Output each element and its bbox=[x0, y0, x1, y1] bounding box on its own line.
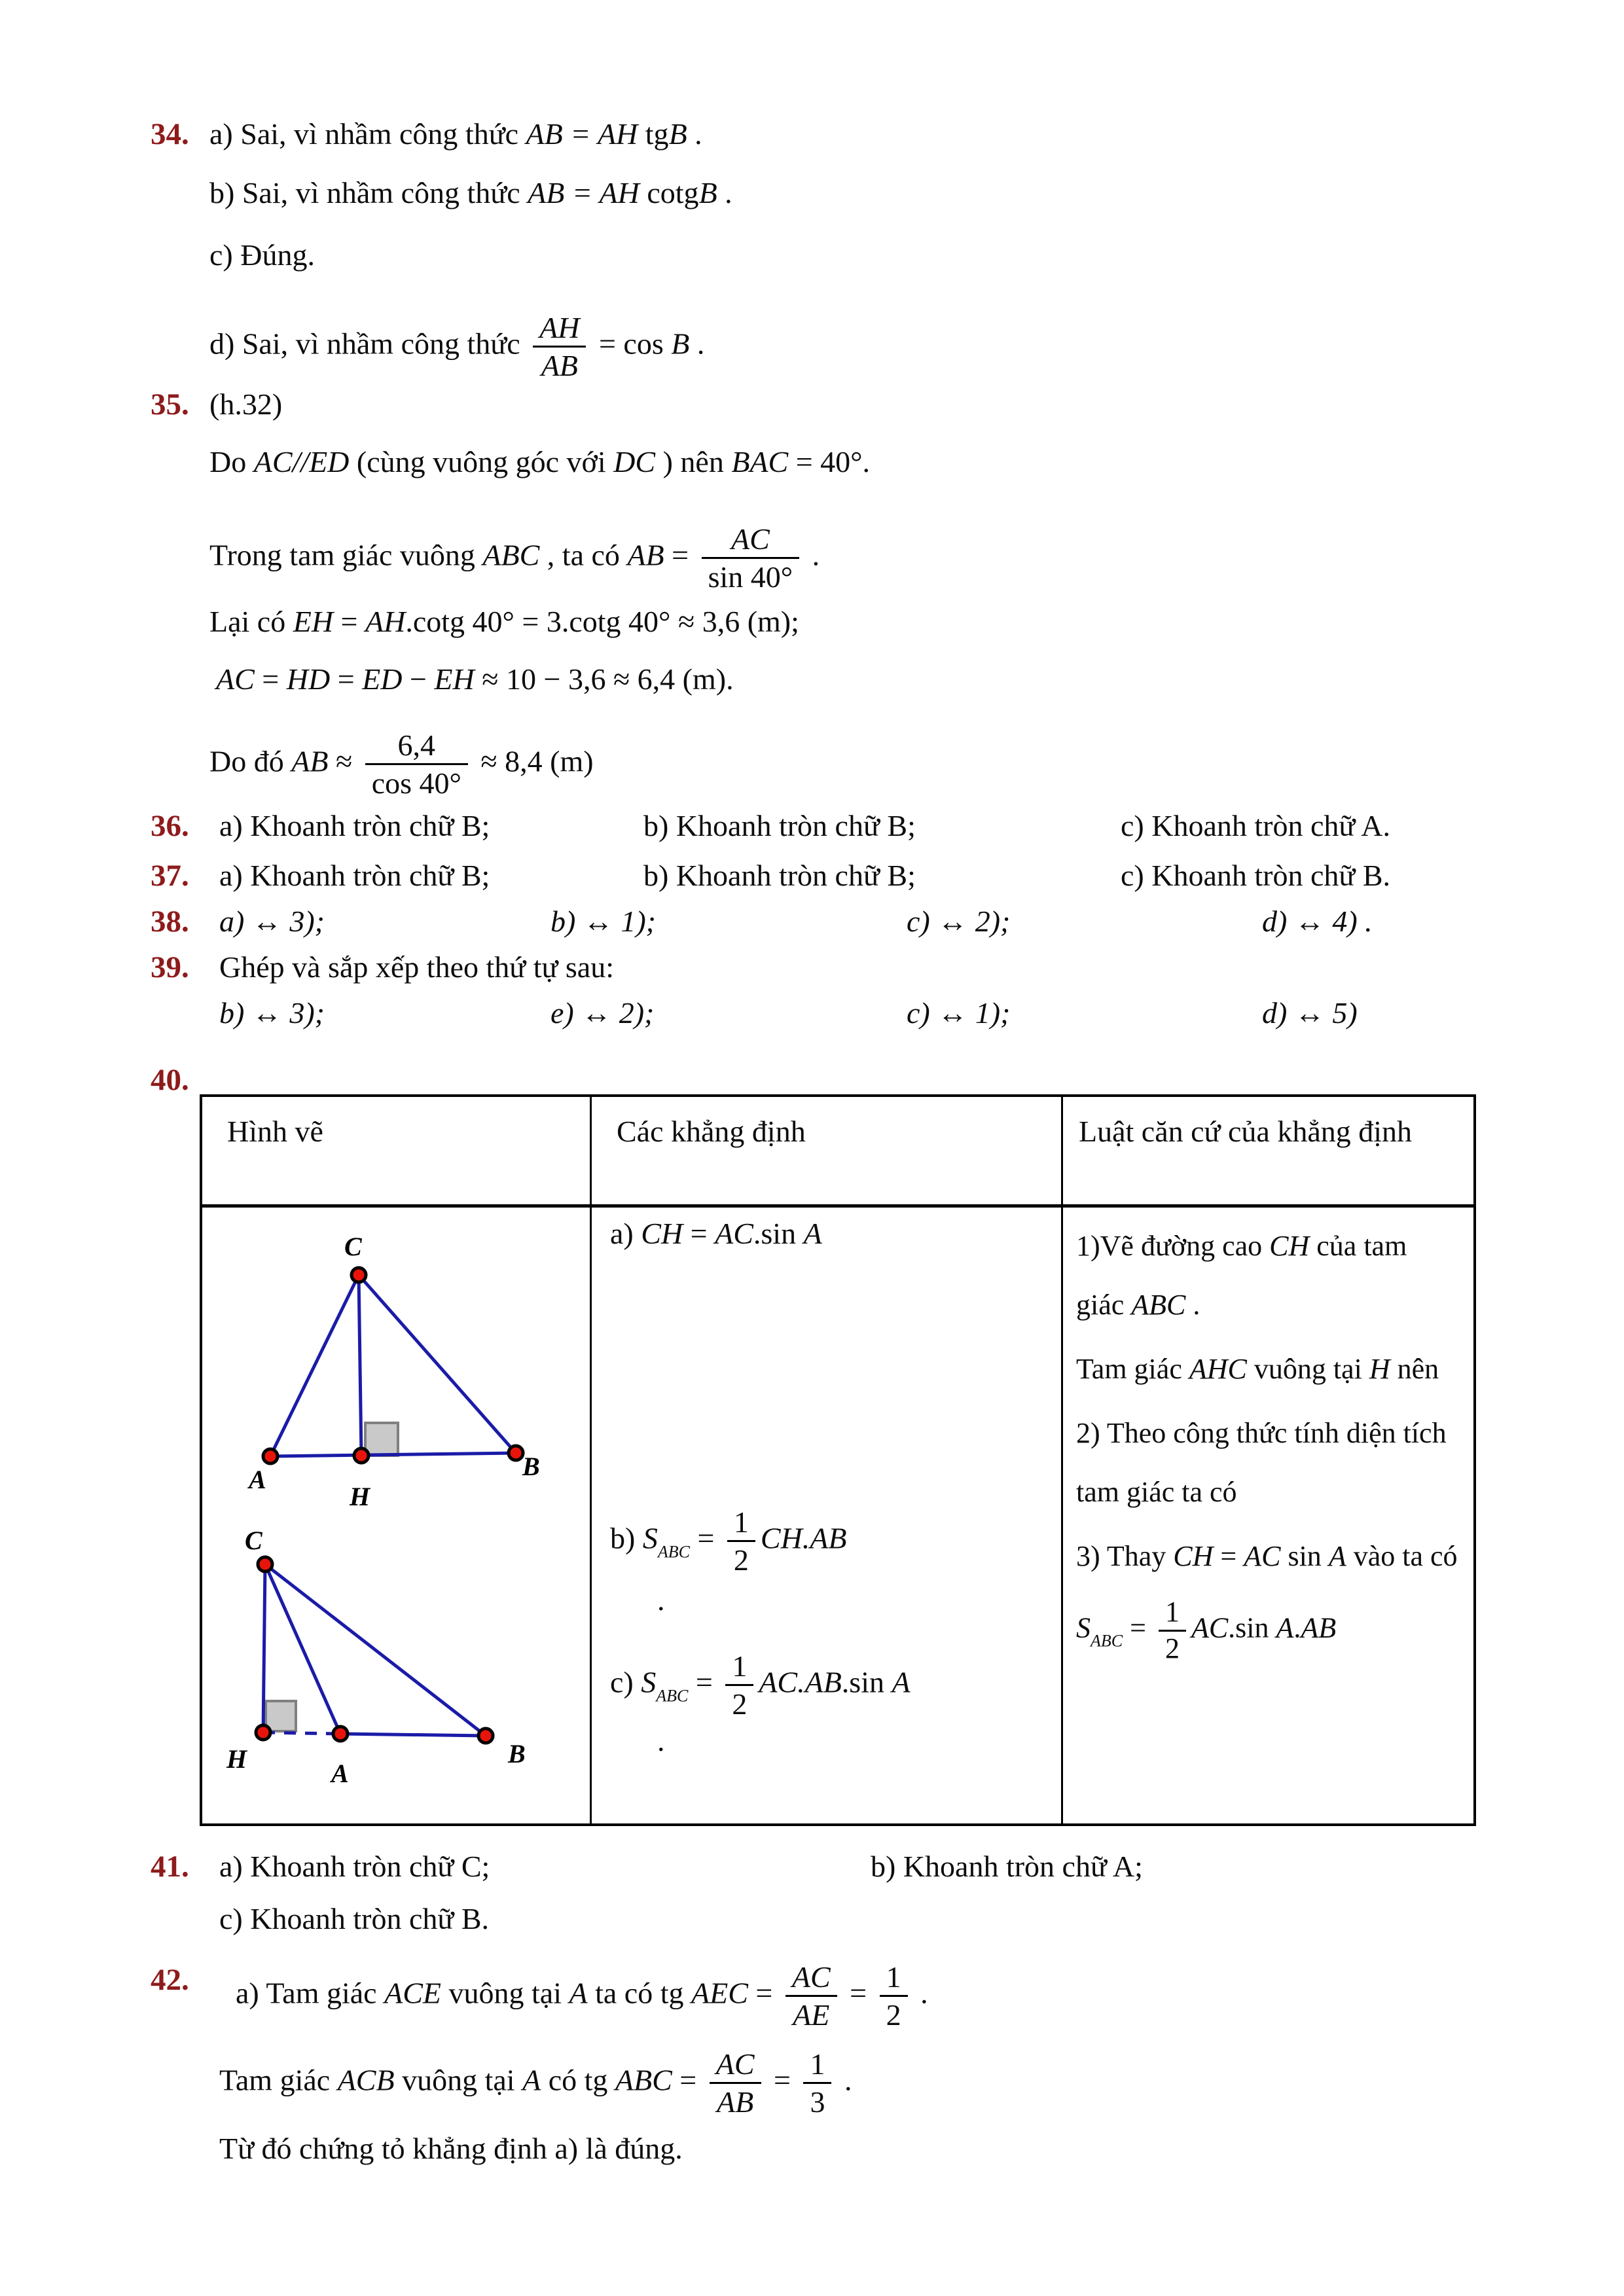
vertex-label-b: B bbox=[522, 1452, 540, 1481]
text-segment: Ghép và sắp xếp theo thứ tự sau: bbox=[219, 950, 615, 984]
fraction-numerator bbox=[803, 2046, 831, 2084]
item-36-answer-a bbox=[219, 805, 490, 847]
text-segment: d) ↔ 5) bbox=[1262, 996, 1358, 1030]
text-segment: c) bbox=[610, 1665, 641, 1699]
text-segment: 1 bbox=[810, 2047, 825, 2081]
item-42-line-1 bbox=[236, 1959, 928, 2033]
fraction-numerator bbox=[727, 1504, 755, 1542]
justification-formula bbox=[1076, 1595, 1462, 1670]
fraction-numerator bbox=[1159, 1595, 1186, 1632]
text-segment: e) ↔ 2); bbox=[550, 996, 655, 1030]
item-38-number: 38. bbox=[151, 905, 189, 939]
justification-step-3 bbox=[1076, 1527, 1462, 1586]
text-segment: 1 bbox=[733, 1505, 749, 1539]
text-segment: HD bbox=[286, 662, 331, 696]
text-segment: S bbox=[641, 1665, 657, 1699]
fraction bbox=[702, 521, 800, 595]
text-segment: a) Khoanh tròn chữ B; bbox=[219, 859, 490, 892]
item-34-line-a bbox=[209, 113, 702, 155]
text-segment: BAC bbox=[731, 445, 789, 478]
text-segment: ≈ 8,4 (m) bbox=[473, 744, 594, 778]
item-41-answer-b bbox=[871, 1846, 1143, 1888]
item-39-match-e bbox=[550, 992, 654, 1034]
fraction bbox=[880, 1959, 908, 2033]
text-segment: 1)Vẽ đường cao bbox=[1076, 1230, 1270, 1262]
vertex-label-c: C bbox=[344, 1232, 362, 1261]
text-segment: AH bbox=[365, 605, 406, 638]
item-41-number: 41. bbox=[151, 1850, 189, 1884]
item-37-answer-b bbox=[643, 855, 916, 897]
text-segment: . bbox=[912, 1976, 928, 2010]
text-segment: b) Khoanh tròn chữ B; bbox=[643, 859, 916, 892]
statement-c-period bbox=[657, 1720, 665, 1762]
text-segment: sin 40° bbox=[708, 560, 793, 594]
text-segment: − bbox=[402, 662, 435, 696]
item-39-title bbox=[219, 946, 614, 988]
text-segment: c) ↔ 1); bbox=[907, 996, 1011, 1030]
text-segment: ED bbox=[362, 662, 403, 696]
text-segment: A bbox=[522, 2063, 541, 2097]
fraction-numerator bbox=[533, 310, 586, 348]
text-segment: = bbox=[748, 1976, 780, 2010]
text-segment: . bbox=[1293, 1611, 1301, 1644]
text-segment: AHC bbox=[1189, 1353, 1247, 1385]
item-41-answer-c bbox=[219, 1898, 489, 1940]
text-segment: b) ↔ 3); bbox=[219, 996, 325, 1030]
text-segment: vuông tại bbox=[1246, 1353, 1369, 1385]
text-segment: = bbox=[333, 605, 365, 638]
text-segment: AC bbox=[791, 1960, 831, 1994]
text-segment: AB bbox=[1301, 1611, 1337, 1644]
fraction-denominator bbox=[365, 765, 468, 801]
text-segment: = bbox=[689, 1521, 722, 1555]
text-segment: Trong tam giác vuông bbox=[209, 538, 483, 572]
text-segment: AB = AH bbox=[528, 176, 640, 209]
text-segment: 1 bbox=[886, 1960, 901, 1994]
text-segment: EH bbox=[293, 605, 334, 638]
text-segment: AB bbox=[627, 538, 664, 572]
right-angle-marker bbox=[266, 1701, 296, 1731]
item-35-line-5 bbox=[209, 727, 594, 801]
text-segment: A bbox=[1276, 1611, 1294, 1644]
text-segment: CH bbox=[1269, 1230, 1310, 1262]
item-34-line-b bbox=[209, 172, 732, 214]
text-segment: A bbox=[1328, 1540, 1346, 1572]
item-39-number: 39. bbox=[151, 950, 189, 984]
text-segment: d) ↔ 4) . bbox=[1262, 905, 1373, 938]
item-42-number: 42. bbox=[151, 1963, 189, 1997]
text-segment: , ta có bbox=[539, 538, 628, 572]
text-segment: H bbox=[1369, 1353, 1390, 1385]
figure-triangle-acute bbox=[216, 1219, 556, 1526]
text-segment: . bbox=[689, 327, 705, 361]
text-segment: AB = AH bbox=[526, 117, 638, 151]
text-segment: AC bbox=[1244, 1540, 1281, 1572]
text-segment: c) Khoanh tròn chữ B. bbox=[219, 1902, 490, 1935]
text-segment: .sin bbox=[841, 1665, 892, 1699]
fraction bbox=[710, 2046, 761, 2120]
item-36-number: 36. bbox=[151, 809, 189, 843]
text-segment: AC.AB bbox=[759, 1665, 842, 1699]
text-segment: ACB bbox=[337, 2063, 395, 2097]
item-35-line-1 bbox=[209, 441, 870, 483]
text-segment: cotg bbox=[639, 176, 699, 209]
text-segment: 3 bbox=[810, 2085, 825, 2119]
table-cell-justification bbox=[1063, 1208, 1473, 1823]
text-segment: c) Khoanh tròn chữ B. bbox=[1121, 859, 1391, 892]
text-segment: của tam giác bbox=[1076, 1230, 1407, 1321]
text-segment: AB bbox=[717, 2085, 754, 2119]
item-37-answer-a bbox=[219, 855, 490, 897]
text-segment: AC bbox=[715, 1217, 753, 1250]
text-segment: b) Sai, vì nhầm công thức bbox=[209, 176, 528, 209]
text-segment: ≈ 10 − 3,6 ≈ 6,4 (m). bbox=[474, 662, 734, 696]
text-segment: d) Sai, vì nhầm công thức bbox=[209, 327, 528, 361]
text-segment: c) Khoanh tròn chữ A. bbox=[1121, 809, 1391, 842]
text-segment: AC//ED bbox=[253, 445, 350, 478]
table-cell-figures bbox=[202, 1208, 592, 1823]
text-segment: = bbox=[842, 1976, 875, 2010]
text-segment: = cos bbox=[591, 327, 672, 361]
text-segment: A bbox=[803, 1217, 822, 1250]
item-36-answer-c bbox=[1121, 805, 1390, 847]
text-segment: = bbox=[1123, 1611, 1153, 1644]
text-segment: = bbox=[688, 1665, 721, 1699]
text-segment: CH.AB bbox=[760, 1521, 847, 1555]
vertex-label-a: A bbox=[331, 1759, 349, 1788]
text-segment: = bbox=[672, 2063, 704, 2097]
text-segment: AEC bbox=[691, 1976, 748, 2010]
text-segment: AC bbox=[1191, 1611, 1229, 1644]
item-38-match-b bbox=[550, 901, 656, 942]
text-segment: A bbox=[892, 1665, 911, 1699]
fraction-numerator bbox=[880, 1959, 908, 1997]
text-segment: Từ đó chứng tỏ khẳng định a) là đúng. bbox=[219, 2132, 683, 2165]
text-segment: ABC bbox=[1131, 1289, 1186, 1321]
table-header-statements bbox=[592, 1097, 1063, 1204]
text-segment: a) ↔ 3); bbox=[219, 905, 325, 938]
text-segment: AB bbox=[291, 744, 329, 778]
vertex-label-c: C bbox=[245, 1526, 262, 1555]
text-segment: ) nên bbox=[655, 445, 732, 478]
fraction bbox=[365, 727, 468, 801]
text-segment: . bbox=[687, 117, 702, 151]
fraction bbox=[727, 1504, 755, 1578]
text-segment: 2 bbox=[1164, 1632, 1180, 1664]
fraction bbox=[1159, 1595, 1186, 1666]
table-item-40 bbox=[200, 1094, 1476, 1826]
subscript: ABC bbox=[656, 1686, 689, 1706]
text-segment: = bbox=[254, 662, 287, 696]
text-segment: Tam giác bbox=[1076, 1353, 1189, 1385]
fraction bbox=[533, 310, 586, 384]
item-36-answer-b bbox=[643, 805, 916, 847]
text-segment: = bbox=[330, 662, 363, 696]
text-segment: S bbox=[1076, 1611, 1091, 1644]
text-segment: DC bbox=[613, 445, 656, 478]
fraction-numerator bbox=[702, 521, 800, 559]
text-segment: a) Tam giác bbox=[236, 1976, 385, 2010]
text-segment: . bbox=[1185, 1289, 1200, 1321]
text-segment: 1 bbox=[732, 1649, 748, 1683]
text-segment: vuông tại bbox=[394, 2063, 523, 2097]
fraction-denominator bbox=[803, 2084, 831, 2120]
text-segment: B bbox=[671, 327, 690, 361]
vertex-label-b: B bbox=[508, 1739, 526, 1768]
item-34-number: 34. bbox=[151, 117, 189, 151]
text-segment: 6,4 bbox=[397, 728, 436, 762]
text-segment: sin bbox=[1280, 1540, 1329, 1572]
text-segment: Các khẳng định bbox=[617, 1115, 806, 1148]
text-segment: = 40°. bbox=[788, 445, 871, 478]
text-segment: AC bbox=[715, 2047, 755, 2081]
figure-triangle-obtuse bbox=[216, 1502, 556, 1793]
table-body-row bbox=[202, 1208, 1473, 1823]
item-35-number: 35. bbox=[151, 387, 189, 422]
fraction bbox=[725, 1648, 753, 1722]
text-segment: vuông tại bbox=[441, 1976, 569, 2010]
text-segment: A bbox=[569, 1976, 588, 2010]
text-segment: . bbox=[717, 176, 732, 209]
text-segment: 2 bbox=[732, 1687, 748, 1721]
text-segment: a) Khoanh tròn chữ B; bbox=[219, 809, 490, 842]
text-segment: CH bbox=[641, 1217, 683, 1250]
item-38-match-c bbox=[907, 901, 1010, 942]
statement-b bbox=[610, 1504, 847, 1578]
fraction bbox=[785, 1959, 837, 2033]
text-segment: = bbox=[1213, 1540, 1244, 1572]
text-segment: 1 bbox=[1164, 1596, 1180, 1628]
text-segment: vào ta có bbox=[1346, 1540, 1458, 1572]
text-segment: B bbox=[668, 117, 687, 151]
text-segment: có tg bbox=[541, 2063, 615, 2097]
text-segment: ACE bbox=[384, 1976, 441, 2010]
item-42-line-2 bbox=[219, 2046, 852, 2120]
vertex-label-h: H bbox=[226, 1744, 247, 1774]
fraction-denominator bbox=[710, 2084, 761, 2120]
vertex-label-h: H bbox=[350, 1482, 370, 1511]
text-segment: CH bbox=[1173, 1540, 1214, 1572]
text-segment: AB bbox=[541, 349, 578, 383]
statement-b-period bbox=[657, 1579, 665, 1621]
text-segment: Hình vẽ bbox=[227, 1115, 323, 1148]
justification-step-1b bbox=[1076, 1340, 1462, 1399]
text-segment: = bbox=[664, 538, 696, 572]
text-segment: = bbox=[683, 1217, 715, 1250]
justification-step-2 bbox=[1076, 1404, 1462, 1522]
text-segment: Do bbox=[209, 445, 254, 478]
text-segment: B bbox=[698, 176, 717, 209]
text-segment: . bbox=[837, 2063, 852, 2097]
text-segment: .sin bbox=[1228, 1611, 1276, 1644]
fraction-denominator bbox=[1159, 1632, 1186, 1666]
text-segment: Luật căn cứ của khẳng định bbox=[1079, 1115, 1413, 1148]
justification-step-1 bbox=[1076, 1217, 1462, 1335]
text-segment: nên bbox=[1390, 1353, 1439, 1385]
text-segment: b) ↔ 1); bbox=[550, 905, 656, 938]
text-segment: AC bbox=[216, 662, 255, 696]
item-35-heading bbox=[209, 384, 282, 425]
fraction bbox=[803, 2046, 831, 2120]
text-segment: ≈ bbox=[328, 744, 360, 778]
item-35-line-3 bbox=[209, 601, 799, 643]
text-segment: ABC bbox=[482, 538, 540, 572]
statement-a bbox=[610, 1213, 822, 1255]
fraction-denominator bbox=[785, 1997, 837, 2033]
item-35-line-4 bbox=[216, 658, 734, 700]
fraction-denominator bbox=[725, 1686, 753, 1722]
right-angle-marker bbox=[365, 1423, 398, 1456]
text-segment: a) Sai, vì nhầm công thức bbox=[209, 117, 526, 151]
text-segment: 2) Theo công thức tính diện tích tam giác ta có bbox=[1076, 1417, 1447, 1508]
item-39-match-d bbox=[1262, 992, 1358, 1034]
text-segment: Tam giác bbox=[219, 2063, 338, 2097]
text-segment: ta có tg bbox=[587, 1976, 691, 2010]
text-segment: (h.32) bbox=[209, 387, 283, 421]
item-42-line-3 bbox=[219, 2128, 683, 2170]
item-34-line-d bbox=[209, 310, 704, 384]
text-segment: b) Khoanh tròn chữ B; bbox=[643, 809, 916, 842]
text-segment: 3) Thay bbox=[1076, 1540, 1174, 1572]
fraction-denominator bbox=[880, 1997, 908, 2033]
text-segment: .sin bbox=[753, 1217, 804, 1250]
item-35-line-2 bbox=[209, 521, 820, 595]
item-34-line-c bbox=[209, 234, 315, 276]
table-header-justification bbox=[1063, 1097, 1473, 1204]
text-segment: 2 bbox=[886, 1998, 901, 2032]
text-segment: c) Đúng. bbox=[209, 238, 315, 272]
item-41-answer-a bbox=[219, 1846, 490, 1888]
subscript: ABC bbox=[1091, 1631, 1123, 1651]
item-39-match-c bbox=[907, 992, 1010, 1034]
text-segment: b) Khoanh tròn chữ A; bbox=[871, 1850, 1143, 1883]
item-40-number: 40. bbox=[151, 1063, 189, 1097]
table-header-row bbox=[202, 1097, 1473, 1208]
text-segment: Do đó bbox=[209, 744, 292, 778]
text-segment: cos 40° bbox=[371, 766, 461, 800]
item-37-number: 37. bbox=[151, 859, 189, 893]
text-segment: . bbox=[657, 1724, 665, 1757]
fraction-numerator bbox=[365, 727, 468, 765]
item-38-match-d bbox=[1262, 901, 1373, 942]
text-segment: . bbox=[657, 1583, 665, 1617]
fraction-numerator bbox=[725, 1648, 753, 1686]
text-segment: Lại có bbox=[209, 605, 293, 638]
fraction-numerator bbox=[710, 2046, 761, 2084]
text-segment: b) bbox=[610, 1521, 643, 1555]
table-header-figure bbox=[202, 1097, 592, 1204]
text-segment: ABC bbox=[615, 2063, 672, 2097]
text-segment: = bbox=[766, 2063, 799, 2097]
text-segment: S bbox=[642, 1521, 658, 1555]
fraction-denominator bbox=[533, 348, 586, 384]
text-segment: tg bbox=[638, 117, 669, 151]
item-39-match-b bbox=[219, 992, 325, 1034]
fraction-numerator bbox=[785, 1959, 837, 1997]
fraction-denominator bbox=[702, 559, 800, 595]
text-segment: (cùng vuông góc với bbox=[349, 445, 614, 478]
text-segment: a) Khoanh tròn chữ C; bbox=[219, 1850, 490, 1883]
statement-c bbox=[610, 1648, 911, 1722]
text-segment: EH bbox=[434, 662, 475, 696]
text-segment: .cotg 40° = 3.cotg 40° ≈ 3,6 (m); bbox=[405, 605, 799, 638]
fraction-denominator bbox=[727, 1542, 755, 1578]
text-segment: AH bbox=[539, 311, 580, 344]
table-cell-statements bbox=[592, 1208, 1063, 1823]
text-segment: AE bbox=[793, 1998, 830, 2032]
text-segment: 2 bbox=[733, 1543, 749, 1577]
text-segment: . bbox=[804, 538, 820, 572]
subscript: ABC bbox=[657, 1542, 690, 1562]
text-segment: AC bbox=[731, 522, 770, 556]
vertex-label-a: A bbox=[249, 1465, 266, 1494]
item-37-answer-c bbox=[1121, 855, 1390, 897]
item-38-match-a bbox=[219, 901, 325, 942]
text-segment: c) ↔ 2); bbox=[907, 905, 1011, 938]
text-segment: a) bbox=[610, 1217, 641, 1250]
